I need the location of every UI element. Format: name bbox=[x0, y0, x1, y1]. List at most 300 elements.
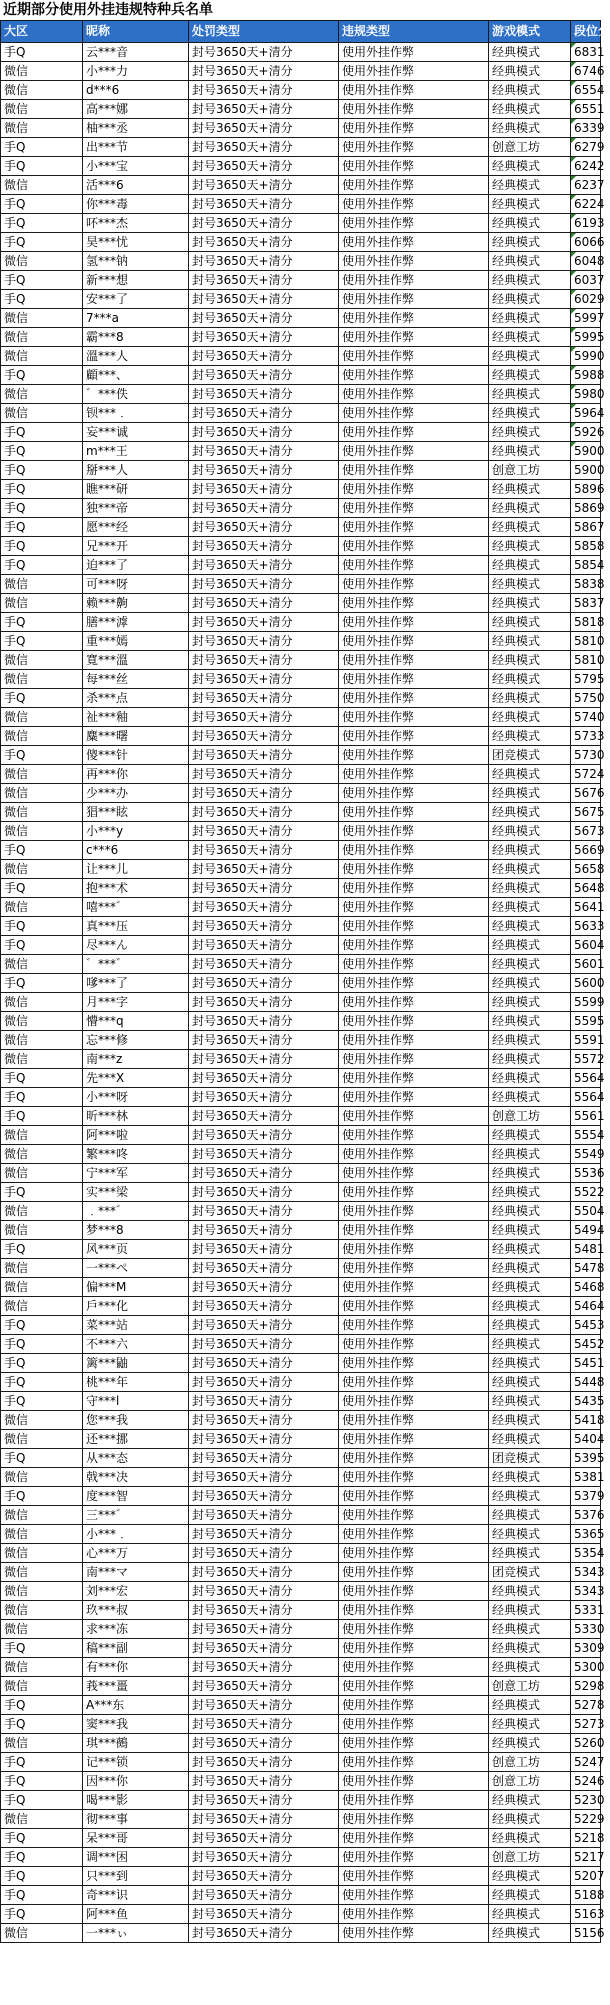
table-row bbox=[1, 841, 601, 860]
cell-violation: 使用外挂作弊 bbox=[339, 974, 489, 993]
cell-mode: 经典模式 bbox=[489, 727, 571, 746]
cell-region: 微信 bbox=[1, 385, 83, 404]
table-row bbox=[1, 1202, 601, 1221]
cell-region: 手Q bbox=[1, 1772, 83, 1791]
cell-penalty: 封号3650天+清分 bbox=[189, 689, 339, 708]
table-row bbox=[1, 1316, 601, 1335]
cell-region: 手Q bbox=[1, 518, 83, 537]
cell-nickname: 桃***年 bbox=[83, 1373, 189, 1392]
table-row bbox=[1, 1335, 601, 1354]
cell-penalty: 封号3650天+清分 bbox=[189, 1848, 339, 1867]
cell-region: 微信 bbox=[1, 1677, 83, 1696]
table-row bbox=[1, 537, 601, 556]
cell-mode: 经典模式 bbox=[489, 385, 571, 404]
cell-nickname: 小***y bbox=[83, 822, 189, 841]
cell-mode: 经典模式 bbox=[489, 708, 571, 727]
cell-mode: 经典模式 bbox=[489, 1145, 571, 1164]
cell-mode: 团竞模式 bbox=[489, 746, 571, 765]
cell-mode: 经典模式 bbox=[489, 993, 571, 1012]
cell-score: 5494 bbox=[571, 1221, 601, 1240]
cell-score: 5273 bbox=[571, 1715, 601, 1734]
cell-score: 5404 bbox=[571, 1430, 601, 1449]
table-row bbox=[1, 860, 601, 879]
cell-score: 5995 bbox=[571, 328, 601, 347]
cell-score: 5549 bbox=[571, 1145, 601, 1164]
cell-mode: 经典模式 bbox=[489, 936, 571, 955]
cell-region: 微信 bbox=[1, 252, 83, 271]
cell-mode: 经典模式 bbox=[489, 290, 571, 309]
table-row bbox=[1, 917, 601, 936]
cell-region: 微信 bbox=[1, 1601, 83, 1620]
cell-penalty: 封号3650天+清分 bbox=[189, 309, 339, 328]
cell-penalty: 封号3650天+清分 bbox=[189, 670, 339, 689]
cell-nickname: 霸***8 bbox=[83, 328, 189, 347]
cell-penalty: 封号3650天+清分 bbox=[189, 556, 339, 575]
cell-violation: 使用外挂作弊 bbox=[339, 1316, 489, 1335]
cell-mode: 团竞模式 bbox=[489, 1563, 571, 1582]
cell-score: 5858 bbox=[571, 537, 601, 556]
cell-penalty: 封号3650天+清分 bbox=[189, 176, 339, 195]
cell-score: 5900 bbox=[571, 461, 601, 480]
table-row bbox=[1, 1886, 601, 1905]
cell-region: 微信 bbox=[1, 1297, 83, 1316]
cell-nickname: ゛***佚 bbox=[83, 385, 189, 404]
cell-penalty: 封号3650天+清分 bbox=[189, 1677, 339, 1696]
ban-table bbox=[0, 20, 610, 1943]
cell-nickname: 嘻***゛ bbox=[83, 898, 189, 917]
cell-region: 微信 bbox=[1, 1221, 83, 1240]
cell-score: 5633 bbox=[571, 917, 601, 936]
cell-violation: 使用外挂作弊 bbox=[339, 670, 489, 689]
cell-region: 微信 bbox=[1, 651, 83, 670]
cell-score: 5229 bbox=[571, 1810, 601, 1829]
cell-region: 微信 bbox=[1, 1658, 83, 1677]
cell-mode: 经典模式 bbox=[489, 157, 571, 176]
cell-region: 微信 bbox=[1, 1734, 83, 1753]
cell-score: 6037 bbox=[571, 271, 601, 290]
cell-region: 微信 bbox=[1, 1050, 83, 1069]
cell-region: 微信 bbox=[1, 1506, 83, 1525]
cell-mode: 经典模式 bbox=[489, 974, 571, 993]
cell-nickname: 可***呀 bbox=[83, 575, 189, 594]
cell-score: 5926 bbox=[571, 423, 601, 442]
cell-region: 微信 bbox=[1, 670, 83, 689]
table-row bbox=[1, 727, 601, 746]
table-row bbox=[1, 955, 601, 974]
cell-penalty: 封号3650天+清分 bbox=[189, 271, 339, 290]
cell-violation: 使用外挂作弊 bbox=[339, 404, 489, 423]
cell-mode: 经典模式 bbox=[489, 404, 571, 423]
cell-nickname: 掰***人 bbox=[83, 461, 189, 480]
cell-mode: 经典模式 bbox=[489, 1183, 571, 1202]
cell-score: 5795 bbox=[571, 670, 601, 689]
table-row bbox=[1, 81, 601, 100]
cell-mode: 经典模式 bbox=[489, 1601, 571, 1620]
table-row bbox=[1, 1107, 601, 1126]
cell-penalty: 封号3650天+清分 bbox=[189, 1126, 339, 1145]
cell-score: 5330 bbox=[571, 1620, 601, 1639]
cell-mode: 经典模式 bbox=[489, 366, 571, 385]
cell-violation: 使用外挂作弊 bbox=[339, 138, 489, 157]
cell-region: 微信 bbox=[1, 803, 83, 822]
cell-violation: 使用外挂作弊 bbox=[339, 1886, 489, 1905]
cell-violation: 使用外挂作弊 bbox=[339, 1221, 489, 1240]
cell-violation: 使用外挂作弊 bbox=[339, 1411, 489, 1430]
cell-region: 手Q bbox=[1, 214, 83, 233]
cell-mode: 经典模式 bbox=[489, 195, 571, 214]
table-row bbox=[1, 1829, 601, 1848]
cell-nickname: 氢***钠 bbox=[83, 252, 189, 271]
cell-nickname: ﹒***゛ bbox=[83, 1202, 189, 1221]
cell-mode: 经典模式 bbox=[489, 1734, 571, 1753]
table-row bbox=[1, 1088, 601, 1107]
cell-mode: 经典模式 bbox=[489, 689, 571, 708]
cell-mode: 经典模式 bbox=[489, 1639, 571, 1658]
cell-violation: 使用外挂作弊 bbox=[339, 860, 489, 879]
cell-score: 5988 bbox=[571, 366, 601, 385]
cell-mode: 经典模式 bbox=[489, 100, 571, 119]
table-row bbox=[1, 1620, 601, 1639]
cell-score: 6242 bbox=[571, 157, 601, 176]
header-row bbox=[1, 21, 601, 43]
table-row bbox=[1, 1259, 601, 1278]
cell-nickname: 抱***术 bbox=[83, 879, 189, 898]
cell-nickname: A***东 bbox=[83, 1696, 189, 1715]
cell-score: 6551 bbox=[571, 100, 601, 119]
cell-penalty: 封号3650天+清分 bbox=[189, 784, 339, 803]
cell-nickname: 兄***开 bbox=[83, 537, 189, 556]
cell-violation: 使用外挂作弊 bbox=[339, 309, 489, 328]
cell-score: 5418 bbox=[571, 1411, 601, 1430]
cell-region: 微信 bbox=[1, 765, 83, 784]
cell-score: 5564 bbox=[571, 1069, 601, 1088]
cell-score: 5750 bbox=[571, 689, 601, 708]
cell-penalty: 封号3650天+清分 bbox=[189, 81, 339, 100]
cell-mode: 经典模式 bbox=[489, 1373, 571, 1392]
cell-score: 5675 bbox=[571, 803, 601, 822]
table-row bbox=[1, 1449, 601, 1468]
cell-mode: 创意工坊 bbox=[489, 1677, 571, 1696]
cell-violation: 使用外挂作弊 bbox=[339, 366, 489, 385]
cell-region: 手Q bbox=[1, 1335, 83, 1354]
cell-nickname: 奇***识 bbox=[83, 1886, 189, 1905]
cell-nickname: 玖***叔 bbox=[83, 1601, 189, 1620]
cell-score: 5561 bbox=[571, 1107, 601, 1126]
cell-penalty: 封号3650天+清分 bbox=[189, 1107, 339, 1126]
cell-penalty: 封号3650天+清分 bbox=[189, 195, 339, 214]
cell-penalty: 封号3650天+清分 bbox=[189, 1525, 339, 1544]
cell-score: 5379 bbox=[571, 1487, 601, 1506]
cell-score: 6029 bbox=[571, 290, 601, 309]
cell-score: 6554 bbox=[571, 81, 601, 100]
table-row bbox=[1, 784, 601, 803]
cell-violation: 使用外挂作弊 bbox=[339, 1772, 489, 1791]
cell-penalty: 封号3650天+清分 bbox=[189, 1791, 339, 1810]
table-row bbox=[1, 689, 601, 708]
cell-violation: 使用外挂作弊 bbox=[339, 955, 489, 974]
cell-penalty: 封号3650天+清分 bbox=[189, 157, 339, 176]
table-row bbox=[1, 480, 601, 499]
cell-region: 微信 bbox=[1, 955, 83, 974]
table-row bbox=[1, 1468, 601, 1487]
cell-score: 5641 bbox=[571, 898, 601, 917]
cell-mode: 经典模式 bbox=[489, 43, 571, 62]
cell-mode: 经典模式 bbox=[489, 1297, 571, 1316]
table-row bbox=[1, 670, 601, 689]
cell-penalty: 封号3650天+清分 bbox=[189, 480, 339, 499]
cell-penalty: 封号3650天+清分 bbox=[189, 1544, 339, 1563]
cell-penalty: 封号3650天+清分 bbox=[189, 537, 339, 556]
cell-mode: 经典模式 bbox=[489, 176, 571, 195]
cell-region: 手Q bbox=[1, 423, 83, 442]
cell-score: 5343 bbox=[571, 1582, 601, 1601]
cell-region: 手Q bbox=[1, 480, 83, 499]
cell-region: 微信 bbox=[1, 1411, 83, 1430]
cell-penalty: 封号3650天+清分 bbox=[189, 727, 339, 746]
cell-region: 手Q bbox=[1, 1829, 83, 1848]
table-row bbox=[1, 1810, 601, 1829]
cell-region: 微信 bbox=[1, 898, 83, 917]
cell-nickname: 愿***经 bbox=[83, 518, 189, 537]
cell-mode: 经典模式 bbox=[489, 62, 571, 81]
cell-violation: 使用外挂作弊 bbox=[339, 879, 489, 898]
cell-mode: 经典模式 bbox=[489, 765, 571, 784]
table-row bbox=[1, 442, 601, 461]
cell-nickname: 出***节 bbox=[83, 138, 189, 157]
cell-violation: 使用外挂作弊 bbox=[339, 765, 489, 784]
cell-nickname: 阿***鱼 bbox=[83, 1905, 189, 1924]
cell-score: 5331 bbox=[571, 1601, 601, 1620]
header-mode: 游戏模式 bbox=[489, 21, 571, 43]
cell-nickname: 守***l bbox=[83, 1392, 189, 1411]
cell-mode: 经典模式 bbox=[489, 214, 571, 233]
cell-mode: 经典模式 bbox=[489, 1487, 571, 1506]
cell-penalty: 封号3650天+清分 bbox=[189, 860, 339, 879]
cell-region: 微信 bbox=[1, 404, 83, 423]
table-row bbox=[1, 1924, 601, 1943]
cell-nickname: 钡***﹒ bbox=[83, 404, 189, 423]
cell-nickname: 新***想 bbox=[83, 271, 189, 290]
cell-mode: 经典模式 bbox=[489, 1810, 571, 1829]
table-row bbox=[1, 309, 601, 328]
cell-score: 5900 bbox=[571, 442, 601, 461]
cell-mode: 经典模式 bbox=[489, 1658, 571, 1677]
cell-region: 手Q bbox=[1, 1069, 83, 1088]
cell-region: 手Q bbox=[1, 43, 83, 62]
table-row bbox=[1, 708, 601, 727]
table-row bbox=[1, 1164, 601, 1183]
cell-nickname: 瞧***研 bbox=[83, 480, 189, 499]
cell-nickname: 一***ぺ bbox=[83, 1259, 189, 1278]
table-row bbox=[1, 765, 601, 784]
cell-penalty: 封号3650天+清分 bbox=[189, 1031, 339, 1050]
cell-score: 5869 bbox=[571, 499, 601, 518]
cell-mode: 经典模式 bbox=[489, 1506, 571, 1525]
cell-nickname: 寬***溫 bbox=[83, 651, 189, 670]
cell-penalty: 封号3650天+清分 bbox=[189, 1715, 339, 1734]
cell-region: 手Q bbox=[1, 499, 83, 518]
table-row bbox=[1, 1791, 601, 1810]
cell-violation: 使用外挂作弊 bbox=[339, 1753, 489, 1772]
cell-violation: 使用外挂作弊 bbox=[339, 1829, 489, 1848]
cell-region: 手Q bbox=[1, 1354, 83, 1373]
cell-mode: 经典模式 bbox=[489, 1525, 571, 1544]
table-row bbox=[1, 1867, 601, 1886]
table-row bbox=[1, 1278, 601, 1297]
cell-region: 微信 bbox=[1, 328, 83, 347]
table-row bbox=[1, 594, 601, 613]
cell-violation: 使用外挂作弊 bbox=[339, 784, 489, 803]
cell-mode: 经典模式 bbox=[489, 1715, 571, 1734]
cell-violation: 使用外挂作弊 bbox=[339, 1050, 489, 1069]
cell-violation: 使用外挂作弊 bbox=[339, 1354, 489, 1373]
cell-mode: 经典模式 bbox=[489, 347, 571, 366]
cell-nickname: 懵***q bbox=[83, 1012, 189, 1031]
cell-mode: 经典模式 bbox=[489, 1278, 571, 1297]
cell-nickname: 戟***决 bbox=[83, 1468, 189, 1487]
cell-violation: 使用外挂作弊 bbox=[339, 62, 489, 81]
cell-penalty: 封号3650天+清分 bbox=[189, 1202, 339, 1221]
cell-violation: 使用外挂作弊 bbox=[339, 1487, 489, 1506]
cell-violation: 使用外挂作弊 bbox=[339, 917, 489, 936]
cell-nickname: 南***z bbox=[83, 1050, 189, 1069]
cell-score: 5810 bbox=[571, 632, 601, 651]
cell-score: 5818 bbox=[571, 613, 601, 632]
cell-violation: 使用外挂作弊 bbox=[339, 1430, 489, 1449]
cell-violation: 使用外挂作弊 bbox=[339, 1335, 489, 1354]
table-row bbox=[1, 651, 601, 670]
cell-penalty: 封号3650天+清分 bbox=[189, 461, 339, 480]
cell-mode: 经典模式 bbox=[489, 556, 571, 575]
cell-mode: 经典模式 bbox=[489, 1126, 571, 1145]
cell-score: 5604 bbox=[571, 936, 601, 955]
cell-nickname: 喝***影 bbox=[83, 1791, 189, 1810]
cell-region: 手Q bbox=[1, 1373, 83, 1392]
cell-violation: 使用外挂作弊 bbox=[339, 1696, 489, 1715]
table-row bbox=[1, 1487, 601, 1506]
table-row bbox=[1, 1696, 601, 1715]
cell-violation: 使用外挂作弊 bbox=[339, 689, 489, 708]
cell-score: 5453 bbox=[571, 1316, 601, 1335]
cell-score: 5658 bbox=[571, 860, 601, 879]
cell-score: 5381 bbox=[571, 1468, 601, 1487]
table-row bbox=[1, 1126, 601, 1145]
cell-score: 5478 bbox=[571, 1259, 601, 1278]
cell-penalty: 封号3650天+清分 bbox=[189, 1468, 339, 1487]
cell-mode: 创意工坊 bbox=[489, 138, 571, 157]
cell-penalty: 封号3650天+清分 bbox=[189, 1069, 339, 1088]
cell-penalty: 封号3650天+清分 bbox=[189, 1297, 339, 1316]
cell-nickname: 您***我 bbox=[83, 1411, 189, 1430]
cell-region: 手Q bbox=[1, 366, 83, 385]
cell-mode: 创意工坊 bbox=[489, 1753, 571, 1772]
cell-violation: 使用外挂作弊 bbox=[339, 1240, 489, 1259]
cell-mode: 经典模式 bbox=[489, 1221, 571, 1240]
table-row bbox=[1, 1411, 601, 1430]
cell-mode: 经典模式 bbox=[489, 1620, 571, 1639]
table-row bbox=[1, 423, 601, 442]
cell-score: 5481 bbox=[571, 1240, 601, 1259]
cell-penalty: 封号3650天+清分 bbox=[189, 936, 339, 955]
cell-region: 手Q bbox=[1, 138, 83, 157]
cell-penalty: 封号3650天+清分 bbox=[189, 1563, 339, 1582]
cell-violation: 使用外挂作弊 bbox=[339, 594, 489, 613]
cell-nickname: 让***儿 bbox=[83, 860, 189, 879]
cell-score: 5837 bbox=[571, 594, 601, 613]
cell-mode: 经典模式 bbox=[489, 119, 571, 138]
cell-region: 微信 bbox=[1, 1810, 83, 1829]
cell-violation: 使用外挂作弊 bbox=[339, 556, 489, 575]
cell-region: 手Q bbox=[1, 1240, 83, 1259]
cell-penalty: 封号3650天+清分 bbox=[189, 1278, 339, 1297]
cell-region: 微信 bbox=[1, 1563, 83, 1582]
cell-violation: 使用外挂作弊 bbox=[339, 119, 489, 138]
cell-region: 手Q bbox=[1, 461, 83, 480]
cell-violation: 使用外挂作弊 bbox=[339, 1715, 489, 1734]
cell-region: 微信 bbox=[1, 1278, 83, 1297]
cell-score: 5669 bbox=[571, 841, 601, 860]
cell-nickname: 篱***鼬 bbox=[83, 1354, 189, 1373]
cell-mode: 经典模式 bbox=[489, 1696, 571, 1715]
cell-mode: 经典模式 bbox=[489, 1867, 571, 1886]
cell-nickname: 云***音 bbox=[83, 43, 189, 62]
cell-nickname: 彻***事 bbox=[83, 1810, 189, 1829]
cell-score: 5260 bbox=[571, 1734, 601, 1753]
cell-penalty: 封号3650天+清分 bbox=[189, 1164, 339, 1183]
cell-nickname: 阿***啦 bbox=[83, 1126, 189, 1145]
table-row bbox=[1, 233, 601, 252]
cell-violation: 使用外挂作弊 bbox=[339, 613, 489, 632]
header-region: 大区 bbox=[1, 21, 83, 43]
table-row bbox=[1, 404, 601, 423]
table-row bbox=[1, 1430, 601, 1449]
cell-mode: 经典模式 bbox=[489, 1430, 571, 1449]
cell-nickname: 繁***咚 bbox=[83, 1145, 189, 1164]
table-row bbox=[1, 1354, 601, 1373]
cell-mode: 经典模式 bbox=[489, 917, 571, 936]
cell-mode: 经典模式 bbox=[489, 879, 571, 898]
cell-nickname: 小***呀 bbox=[83, 1088, 189, 1107]
cell-violation: 使用外挂作弊 bbox=[339, 1525, 489, 1544]
cell-penalty: 封号3650天+清分 bbox=[189, 423, 339, 442]
cell-nickname: 少***办 bbox=[83, 784, 189, 803]
cell-nickname: 有***你 bbox=[83, 1658, 189, 1677]
cell-penalty: 封号3650天+清分 bbox=[189, 252, 339, 271]
cell-violation: 使用外挂作弊 bbox=[339, 575, 489, 594]
table-row bbox=[1, 1582, 601, 1601]
cell-score: 5536 bbox=[571, 1164, 601, 1183]
cell-nickname: c***6 bbox=[83, 841, 189, 860]
cell-penalty: 封号3650天+清分 bbox=[189, 1639, 339, 1658]
cell-penalty: 封号3650天+清分 bbox=[189, 1183, 339, 1202]
cell-violation: 使用外挂作弊 bbox=[339, 499, 489, 518]
cell-score: 5600 bbox=[571, 974, 601, 993]
cell-region: 手Q bbox=[1, 233, 83, 252]
table-row bbox=[1, 347, 601, 366]
cell-region: 手Q bbox=[1, 1316, 83, 1335]
cell-violation: 使用外挂作弊 bbox=[339, 157, 489, 176]
cell-region: 微信 bbox=[1, 1164, 83, 1183]
table-row bbox=[1, 1506, 601, 1525]
table-row bbox=[1, 1905, 601, 1924]
table-row bbox=[1, 879, 601, 898]
cell-penalty: 封号3650天+清分 bbox=[189, 1335, 339, 1354]
cell-violation: 使用外挂作弊 bbox=[339, 1658, 489, 1677]
cell-penalty: 封号3650天+清分 bbox=[189, 746, 339, 765]
cell-nickname: m***王 bbox=[83, 442, 189, 461]
cell-penalty: 封号3650天+清分 bbox=[189, 1487, 339, 1506]
cell-violation: 使用外挂作弊 bbox=[339, 841, 489, 860]
